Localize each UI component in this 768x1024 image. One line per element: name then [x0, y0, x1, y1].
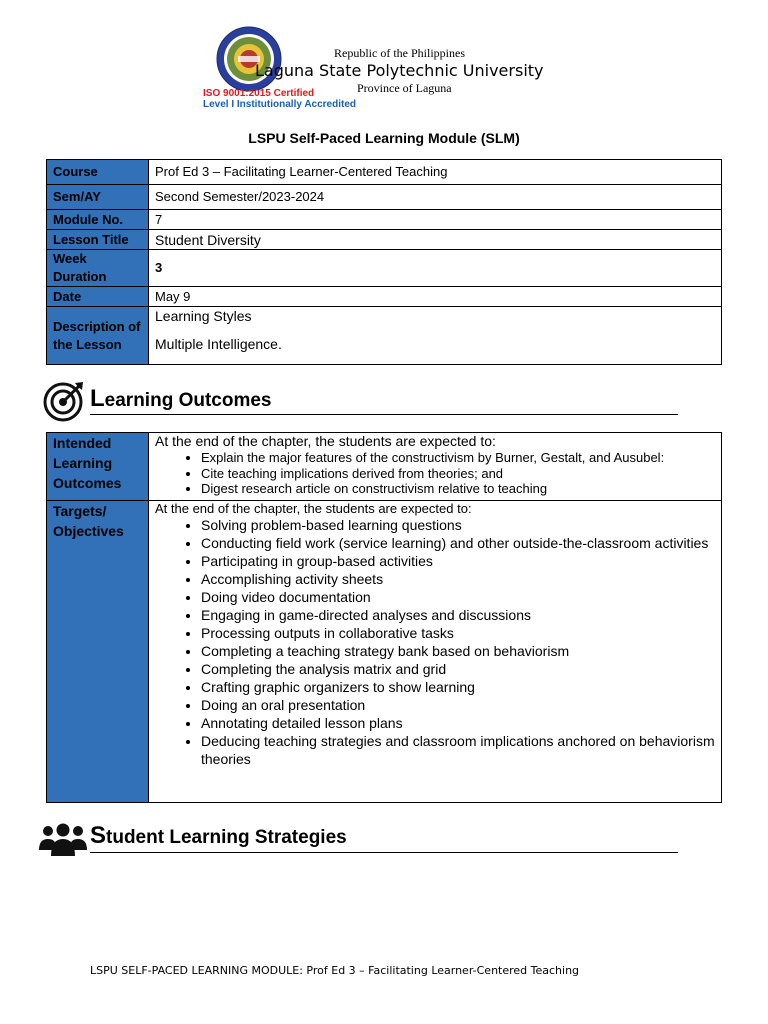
page-footer: LSPU SELF-PACED LEARNING MODULE: Prof Ed 3 – Facilitating Learner-Centered Teaching: [90, 964, 580, 977]
target-icon: [42, 379, 86, 423]
semay-value: Second Semester/2023-2024: [149, 185, 722, 210]
accreditation-text: Level I Institutionally Accredited: [203, 99, 356, 110]
group-icon: [38, 822, 88, 858]
table-row: [47, 185, 722, 210]
list-item: • Digest research article on constructivism relative to teaching: [201, 481, 715, 497]
heading-rest: earning Outcomes: [104, 390, 272, 411]
list-item: • Doing an oral presentation: [201, 696, 715, 714]
ilo-label: Intended Learning Outcomes: [47, 433, 149, 501]
student-strategies-heading: [90, 822, 347, 850]
date-label: Date: [47, 287, 149, 307]
ilo-cell: [149, 433, 722, 501]
module-value: 7: [149, 210, 722, 230]
republic-text: Republic of the Philippines: [334, 46, 465, 60]
heading-underline: [90, 414, 678, 415]
outcomes-table: [46, 432, 722, 803]
table-row: [47, 287, 722, 307]
list-item: • Completing the analysis matrix and grid: [201, 660, 715, 678]
list-item: • Crafting graphic organizers to show learning: [201, 678, 715, 696]
description-value: [149, 307, 722, 365]
week-duration-label: Week Duration: [47, 250, 149, 287]
list-item: • Deducing teaching strategies and classroom implications anchored on behaviorism theories: [201, 732, 715, 768]
description-line-1: Learning Styles: [155, 308, 252, 324]
list-item: • Annotating detailed lesson plans: [201, 714, 715, 732]
heading-initial: S: [90, 822, 107, 849]
list-item: • Participating in group-based activities: [201, 552, 715, 570]
table-row: [47, 307, 722, 365]
document-title: LSPU Self-Paced Learning Module (SLM): [248, 130, 520, 146]
list-item: • Explain the major features of the constructivism by Burner, Gestalt, and Ausubel:: [201, 450, 715, 466]
targets-intro: At the end of the chapter, the students are expected to:: [155, 501, 472, 516]
week-duration-value: 3: [149, 250, 722, 287]
list-item: • Cite teaching implications derived from theories; and: [201, 466, 715, 482]
module-info-table: [46, 159, 722, 365]
heading-underline: [90, 852, 678, 853]
province-text: Province of Laguna: [357, 81, 452, 95]
table-row: [47, 501, 722, 803]
description-line-2: Multiple Intelligence.: [155, 336, 282, 352]
targets-label: Targets/ Objectives: [47, 501, 149, 803]
course-label: Course: [47, 160, 149, 185]
list-item: • Conducting field work (service learning) and other outside-the-classroom activities: [201, 534, 715, 552]
list-item: • Solving problem-based learning questions: [201, 516, 715, 534]
university-name: Laguna State Polytechnic University: [255, 61, 544, 80]
table-row: [47, 250, 722, 287]
semay-label: Sem/AY: [47, 185, 149, 210]
university-seal-logo: [216, 26, 282, 92]
lesson-title-value: Student Diversity: [149, 230, 722, 250]
ilo-intro: At the end of the chapter, the students are expected to:: [155, 433, 496, 449]
iso-certification: ISO 9001:2015 Certified: [203, 88, 315, 99]
table-row: [47, 433, 722, 501]
description-label: Description of the Lesson: [47, 307, 149, 365]
lesson-title-label: Lesson Title: [47, 230, 149, 250]
learning-outcomes-heading: [90, 385, 272, 413]
table-row: [47, 230, 722, 250]
targets-cell: [149, 501, 722, 803]
targets-list: [155, 516, 715, 768]
list-item: • Engaging in game-directed analyses and discussions: [201, 606, 715, 624]
course-value: Prof Ed 3 – Facilitating Learner-Centered Teaching: [149, 160, 722, 185]
date-value: May 9: [149, 287, 722, 307]
heading-initial: L: [90, 385, 105, 412]
table-row: [47, 210, 722, 230]
table-row: [47, 160, 722, 185]
ilo-list: [155, 450, 715, 497]
list-item: • Processing outputs in collaborative tasks: [201, 624, 715, 642]
list-item: • Doing video documentation: [201, 588, 715, 606]
heading-rest: tudent Learning Strategies: [106, 827, 347, 848]
list-item: • Accomplishing activity sheets: [201, 570, 715, 588]
module-label: Module No.: [47, 210, 149, 230]
list-item: • Completing a teaching strategy bank based on behaviorism: [201, 642, 715, 660]
